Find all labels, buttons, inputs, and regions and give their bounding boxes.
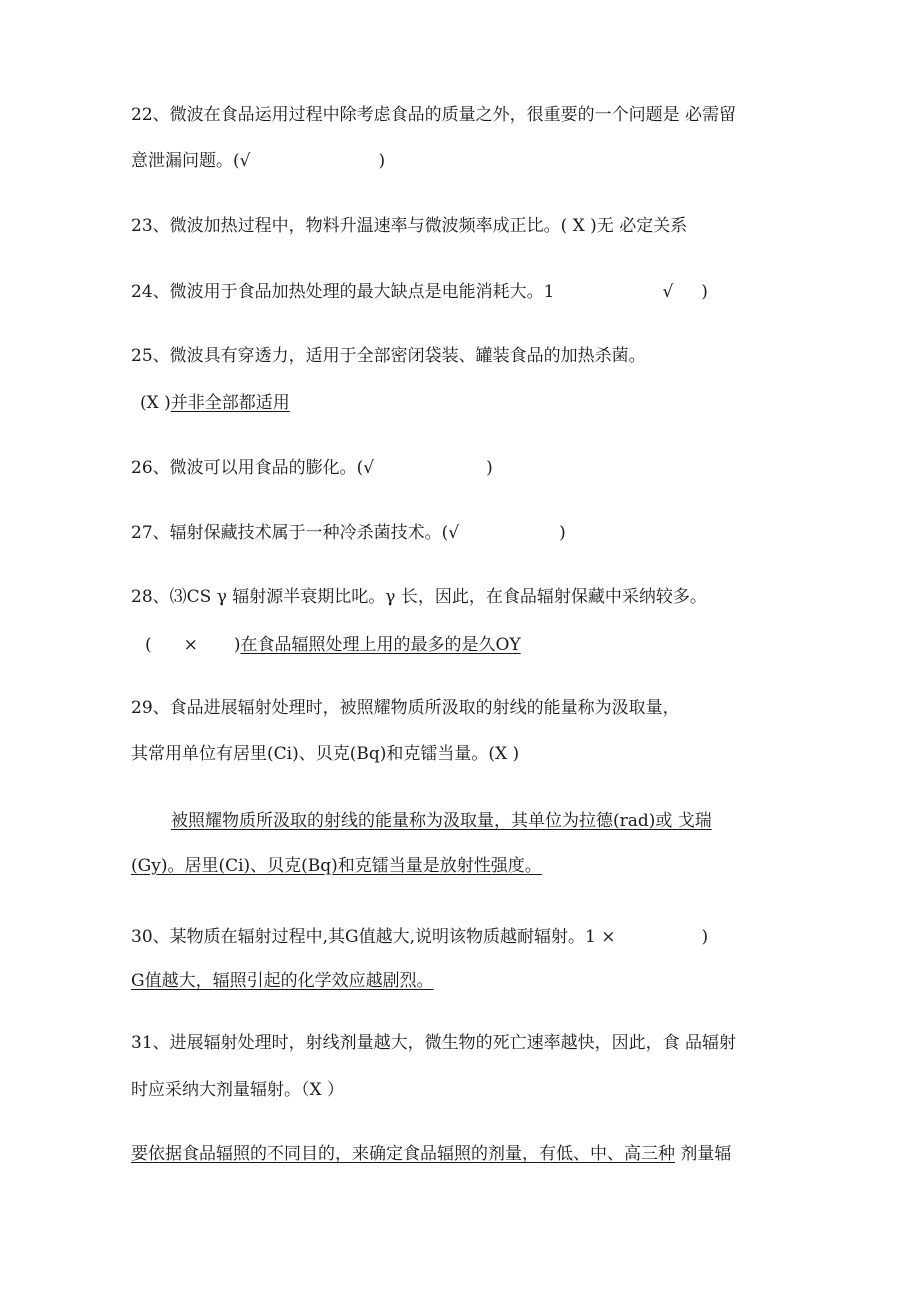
q22-text-1: 22、微波在食品运用过程中除考虑食品的质量之外，很重要的一个问题是 必需留 xyxy=(131,105,737,125)
q25-line1 xyxy=(131,345,646,367)
q27-line xyxy=(131,522,566,544)
q29-exp-text-2: (Gy)。居里(Ci)、贝克(Bq)和克镭当量是放射性强度。 xyxy=(131,856,542,876)
q28-mark: × xyxy=(183,635,198,655)
q30-note: G值越大，辐照引起的化学效应越剧烈。 xyxy=(131,971,434,991)
q29-line1 xyxy=(131,697,680,719)
q31-line2 xyxy=(131,1079,344,1101)
q31-text-1: 31、进展辐射处理时，射线剂量越大，微生物的死亡速率越快，因此，食 品辐射 xyxy=(131,1033,737,1053)
q30-text: 30、某物质在辐射过程中,其G值越大,说明该物质越耐辐射。1 × xyxy=(131,927,616,947)
q30-line xyxy=(131,926,708,948)
q28-note: 在食品辐照处理上用的最多的是久OY xyxy=(240,635,521,655)
q26-text: 26、微波可以用食品的膨化。(√ xyxy=(131,458,375,478)
q29-exp-text-1: 被照耀物质所汲取的射线的能量称为汲取量，其单位为拉德(rad)或 戈瑞 xyxy=(171,811,712,831)
q31-note-line xyxy=(131,1143,731,1165)
q23-line xyxy=(131,215,687,237)
q23-text: 23、微波加热过程中，物料升温速率与微波频率成正比。( X )无 必定关系 xyxy=(131,216,688,236)
q29-line2 xyxy=(131,743,519,765)
q25-answer xyxy=(140,392,290,414)
q31-note-tail: 剂量辐 xyxy=(675,1144,732,1164)
q29-explanation-2 xyxy=(131,855,542,877)
q25-text: 25、微波具有穿透力，适用于全部密闭袋装、罐装食品的加热杀菌。 xyxy=(131,346,646,366)
q26-line xyxy=(131,457,493,479)
q28-text: 28、⑶CS γ 辐射源半衰期比叱。γ 长，因此，在食品辐射保藏中采纳较多。 xyxy=(131,587,707,607)
q30-note-line xyxy=(131,970,434,992)
q25-answer-mark: (X ) xyxy=(140,393,171,413)
q31-note: 要依据食品辐照的不同目的，来确定食品辐照的剂量，有低、中、高三种 xyxy=(131,1144,675,1164)
q27-close: ) xyxy=(559,523,566,543)
q22-text-2: 意泄漏问题。(√ xyxy=(131,151,251,171)
q29-text-2: 其常用单位有居里(Ci)、贝克(Bq)和克镭当量。(X ) xyxy=(131,744,520,764)
q30-close: ) xyxy=(701,927,709,947)
q28-open: ( xyxy=(145,635,152,655)
q29-explanation-1 xyxy=(171,810,712,832)
q22-line1 xyxy=(131,104,736,126)
q24-close: ) xyxy=(701,282,708,302)
q28-close: ) xyxy=(233,635,241,655)
q29-text-1: 29、食品进展辐射处理时，被照耀物质所汲取的射线的能量称为汲取量， xyxy=(131,698,680,718)
q28-answer xyxy=(145,634,521,656)
q28-line1 xyxy=(131,586,707,608)
q27-text: 27、辐射保藏技术属于一种冷杀菌技术。(√ xyxy=(131,523,460,543)
q22-line2 xyxy=(131,150,385,172)
q26-close: ) xyxy=(486,458,493,478)
q24-mark: √ xyxy=(662,282,674,302)
q31-line1 xyxy=(131,1032,736,1054)
q25-answer-note: 并非全部都适用 xyxy=(170,393,290,413)
q24-text: 24、微波用于食品加热处理的最大缺点是电能消耗大。1 xyxy=(131,282,555,302)
q22-close: ) xyxy=(378,151,386,171)
q31-text-2: 时应采纳大剂量辐射。（X ） xyxy=(131,1080,345,1100)
q24-line xyxy=(131,281,708,303)
